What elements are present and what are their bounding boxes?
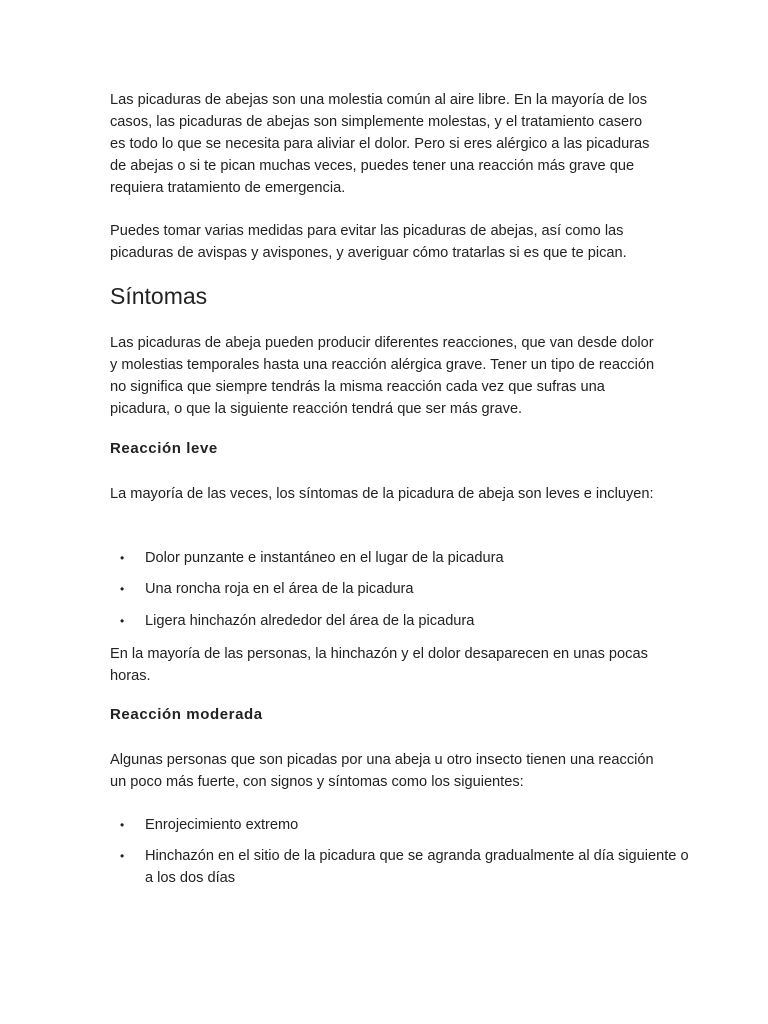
list-item: [110, 578, 695, 600]
intro-paragraph-1: Las picaduras de abejas son una molestia común al aire libre. En la mayoría de los casos, las picaduras de abejas son simplemente molestas, y el tratamiento casero es todo lo que se necesita para aliviar el dolor. Pero si eres alérgico a las picaduras de abejas o si te pican muchas veces, puedes tener una reacción más grave que requiera tratamiento de emergencia.: [110, 92, 650, 196]
list-item: [110, 814, 695, 836]
subheading-reaccion-moderada: Reacción moderada: [110, 706, 263, 723]
list-item-text: Una roncha roja en el área de la picadura: [145, 581, 414, 597]
list-item-text: Dolor punzante e instantáneo en el lugar de la picadura: [145, 550, 504, 566]
list-item: [110, 845, 695, 889]
bullet-icon: •: [120, 614, 125, 628]
section-heading-sintomas: Síntomas: [110, 283, 208, 309]
bullet-icon: •: [120, 849, 125, 863]
list-item: [110, 610, 695, 632]
list-item-text: Enrojecimiento extremo: [145, 817, 299, 833]
moderada-intro-paragraph: Algunas personas que son picadas por una abeja u otro insecto tienen una reacción un poco más fuerte, con signos y síntomas como los siguientes:: [110, 752, 654, 790]
bullet-icon: •: [120, 551, 125, 565]
bullet-icon: •: [120, 818, 125, 832]
list-item: [110, 547, 695, 569]
list-item-text: Ligera hinchazón alrededor del área de la picadura: [145, 613, 475, 629]
subheading-reaccion-leve: Reacción leve: [110, 440, 218, 457]
leve-outro-paragraph: En la mayoría de las personas, la hinchazón y el dolor desaparecen en unas pocas horas.: [110, 646, 648, 684]
list-item-text: Hinchazón en el sitio de la picadura que se agranda gradualmente al día siguiente o a los dos días: [145, 848, 689, 886]
leve-intro-paragraph: La mayoría de las veces, los síntomas de la picadura de abeja son leves e incluyen:: [110, 486, 654, 502]
bullet-icon: •: [120, 582, 125, 596]
sintomas-paragraph: Las picaduras de abeja pueden producir diferentes reacciones, que van desde dolor y molestias temporales hasta una reacción alérgica grave. Tener un tipo de reacción no significa que siempre tendrás la misma reacción cada vez que sufras una picadura, o que la siguiente reacción tendrá que ser más grave.: [110, 335, 655, 417]
intro-paragraph-2: Puedes tomar varias medidas para evitar las picaduras de abejas, así como las picaduras de avispas y avispones, y averiguar cómo tratarlas si es que te pican.: [110, 223, 627, 261]
